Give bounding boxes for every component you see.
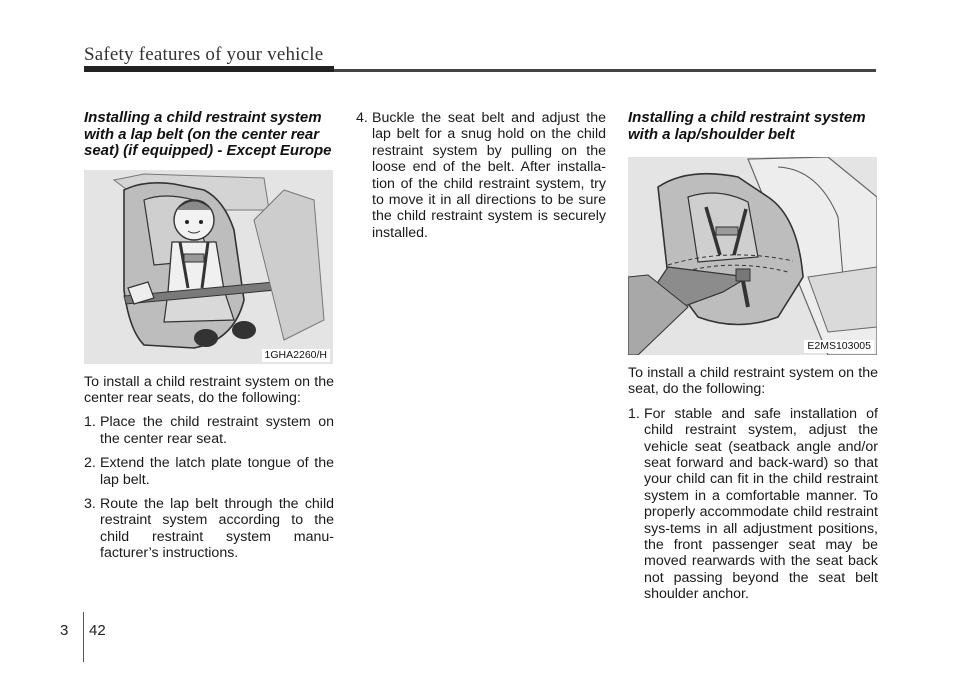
- figure-code-right: E2MS103005: [804, 340, 874, 353]
- left-column: [84, 110, 334, 562]
- child-seat-lap-shoulder-belt-illustration: [628, 157, 877, 355]
- list-item: [628, 406, 878, 603]
- figure-code-left: 1GHA2260/H: [262, 349, 330, 362]
- left-steps-list: [84, 414, 334, 561]
- right-steps-list: [628, 406, 878, 603]
- step-text: Extend the latch plate tongue of the lap belt.: [100, 455, 334, 488]
- step-number: 2.: [84, 455, 96, 472]
- step-number: 1.: [84, 414, 96, 431]
- chapter-number: 3: [60, 622, 69, 639]
- list-item: [84, 455, 334, 488]
- right-section-heading: Installing a child restraint system with a lap/shoulder belt: [628, 109, 866, 143]
- list-item: [84, 414, 334, 447]
- step-number: 4.: [356, 110, 368, 126]
- left-intro: To install a child restraint system on the center rear seats, do the following:: [84, 373, 334, 406]
- header-rule: [84, 69, 876, 72]
- child-seat-lap-belt-illustration: [84, 170, 333, 364]
- middle-steps-list: [356, 110, 606, 241]
- step-number: 1.: [628, 405, 640, 422]
- page-header-title: Safety features of your vehicle: [84, 44, 324, 65]
- step-text: Buckle the seat belt and adjust the lap belt for a snug hold on the child restraint system by pulling on the loose end of the belt. After installa-tion of the child restraint system, try to move it in all directions to be sure the child restraint system is securely installed.: [372, 110, 606, 241]
- list-item: [84, 496, 334, 562]
- page-number: 42: [89, 622, 106, 639]
- step-number: 3.: [84, 495, 96, 512]
- right-column: [628, 110, 878, 603]
- child-seat-lap-shoulder-belt-drawing: [628, 157, 877, 355]
- footer-divider: [83, 612, 84, 662]
- left-section-heading: Installing a child restraint system with a lap belt (on the center rear seat) (if equipped) - Except Europe: [84, 109, 332, 159]
- step-text: For stable and safe installation of child restraint system, adjust the vehicle seat (seatback angle and/or seat forward and back-ward) so that your child can fit in the child restraint system in a comfortable manner. To properly accommodate child restraint sys-tems in all adjustment positions, the front passenger seat may be moved rearwards with the seat back not passing beyond the seat belt shoulder anchor.: [644, 405, 878, 603]
- child-seat-lap-belt-drawing: [84, 170, 333, 364]
- step-text: Route the lap belt through the child restraint system according to the child restraint system manu-facturer’s instructions.: [100, 495, 334, 562]
- right-intro: To install a child restraint system on the seat, do the following:: [628, 365, 878, 398]
- list-item: [356, 110, 606, 241]
- middle-column: [356, 110, 606, 241]
- step-text: Place the child restraint system on the center rear seat.: [100, 414, 334, 447]
